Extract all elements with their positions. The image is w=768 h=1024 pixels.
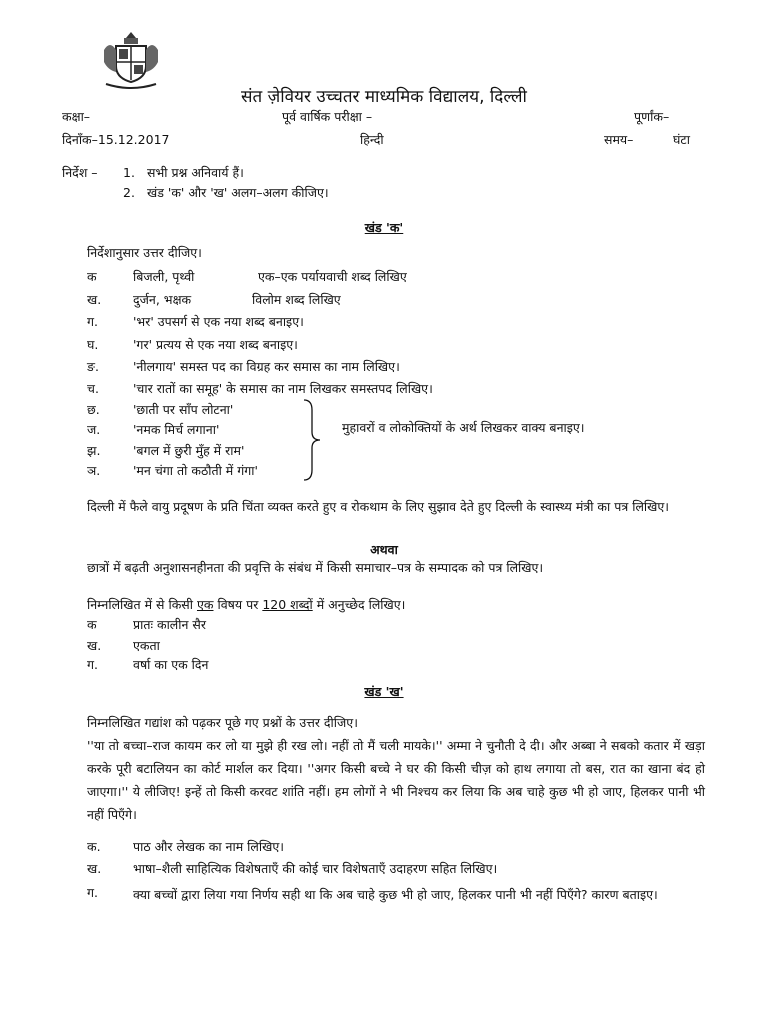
question-label: ख. (87, 861, 102, 876)
idiom-task: मुहावरों व लोकोक्तियों के अर्थ लिखकर वाक्य बनाइए। (342, 420, 585, 435)
or-label: अथवा (370, 542, 398, 557)
topic-label: ख. (87, 638, 102, 653)
question-label: क. (87, 839, 101, 854)
essay-question-words: 120 शब्दों (262, 597, 313, 612)
idiom-label: ज. (87, 422, 101, 437)
idiom-label: छ. (87, 402, 100, 417)
question-text: 'गर' प्रत्यय से एक नया शब्द बनाइए। (133, 337, 298, 352)
time-unit: घंटा (673, 132, 690, 147)
question-text: क्या बच्चों द्वारा लिया गया निर्णय सही था कि अब चाहे कुछ भी हो जाए, हिलकर पानी भी नहीं पिएँगे? कारण बताइए। (133, 887, 658, 902)
question-text: बिजली, पृथ्वी (133, 269, 195, 284)
question-label: ग. (87, 314, 99, 329)
question-label: ङ. (87, 359, 99, 374)
essay-question-pre: निम्नलिखित में से किसी (87, 597, 193, 612)
instruction-num: 1. (123, 165, 135, 180)
question-label: च. (87, 381, 99, 396)
question-text: 'नीलगाय' समस्त पद का विग्रह कर समास का नाम लिखिए। (133, 359, 400, 374)
exam-date: दिनाँक–15.12.2017 (62, 132, 170, 147)
topic-label: क (87, 617, 97, 632)
question-text: 'भर' उपसर्ग से एक नया शब्द बनाइए। (133, 314, 304, 329)
subject: हिन्दी (360, 132, 384, 147)
essay-question-mid: विषय पर (217, 597, 259, 612)
idiom-label: झ. (87, 443, 101, 458)
idiom-text: 'बगल में छुरी मुँह में राम' (133, 443, 245, 458)
idiom-text: 'नमक मिर्च लगाना' (133, 422, 220, 437)
idiom-text: 'मन चंगा तो कठौती में गंगा' (133, 463, 258, 478)
essay-question-post: में अनुच्छेद लिखिए। (316, 597, 406, 612)
school-name: संत ज़ेवियर उच्चतर माध्यमिक विद्यालय, दिल्ली (241, 87, 527, 107)
instruction-text: खंड 'क' और 'ख' अलग–अलग कीजिए। (147, 185, 329, 200)
time-label: समय– (604, 132, 634, 147)
essay-question (87, 597, 405, 613)
passage: ''या तो बच्चा–राज कायम कर लो या मुझे ही रख लो। नहीं तो मैं चली मायके।'' अम्मा ने चुनौती दे दी। और अब्बा ने सबको कतार में खड़ा करके पूरी बटालियन का कोर्ट मार्शल कर दिया। ''अगर किसी बच्चे ने घर की किसी चीज़ को हाथ लगाया तो बस, रात का खाना बंद हो जाएगा।'' ये लीजिए! इन्हें तो किसी करवट शांति नहीं। हम लोगों ने भी निश्चय कर लिया कि अब चाहे कुछ भी हो जाए, हिलकर पानी भी नहीं पिएँगे। (87, 738, 705, 822)
question-text: 'चार रातों का समूह' के समास का नाम लिखकर समस्तपद लिखिए। (133, 381, 433, 396)
question-task: एक–एक पर्यायवाची शब्द लिखिए (258, 269, 407, 284)
exam-name: पूर्व वार्षिक परीक्षा – (282, 109, 373, 124)
topic-text: वर्षा का एक दिन (133, 657, 209, 672)
instruction-num: 2. (123, 185, 135, 200)
essay-question-one: एक (196, 597, 214, 612)
class-label: कक्षा– (62, 109, 91, 124)
topic-label: ग. (87, 657, 99, 672)
letter-question: दिल्ली में फैले वायु प्रदूषण के प्रति चिंता व्यक्त करते हुए व रोकथाम के लिए सुझाव देते हुए दिल्ली के स्वास्थ्य मंत्री का पत्र लिखिए। (87, 499, 670, 514)
question-label: ग. (87, 885, 99, 900)
right-brace-icon (300, 398, 322, 482)
max-marks-label: पूर्णांक– (634, 109, 670, 124)
idiom-text: 'छाती पर साँप लोटना' (133, 402, 234, 417)
section-b-title: खंड 'ख' (364, 684, 404, 699)
instruction-text: सभी प्रश्न अनिवार्य हैं। (147, 165, 244, 180)
topic-text: प्रातः कालीन सैर (133, 617, 206, 632)
topic-text: एकता (133, 638, 160, 653)
idiom-label: ञ. (87, 463, 101, 478)
section-b-intro: निम्नलिखित गद्यांश को पढ़कर पूछे गए प्रश्नों के उत्तर दीजिए। (87, 715, 358, 730)
instructions-label: निर्देश – (62, 165, 98, 180)
section-a-intro: निर्देशानुसार उत्तर दीजिए। (87, 245, 202, 260)
question-text: पाठ और लेखक का नाम लिखिए। (133, 839, 284, 854)
letter-question-alt: छात्रों में बढ़ती अनुशासनहीनता की प्रवृत्ति के संबंध में किसी समाचार–पत्र के सम्पादक को पत्र लिखिए। (87, 560, 544, 575)
question-label: क (87, 269, 97, 284)
question-label: घ. (87, 337, 99, 352)
question-text: दुर्जन, भक्षक (133, 292, 192, 307)
section-a-title: खंड 'क' (364, 220, 404, 235)
school-crest-icon (100, 30, 162, 90)
question-task: विलोम शब्द लिखिए (252, 292, 341, 307)
question-label: ख. (87, 292, 102, 307)
question-text: भाषा–शैली साहित्यिक विशेषताएँ की कोई चार विशेषताएँ उदाहरण सहित लिखिए। (133, 861, 498, 876)
